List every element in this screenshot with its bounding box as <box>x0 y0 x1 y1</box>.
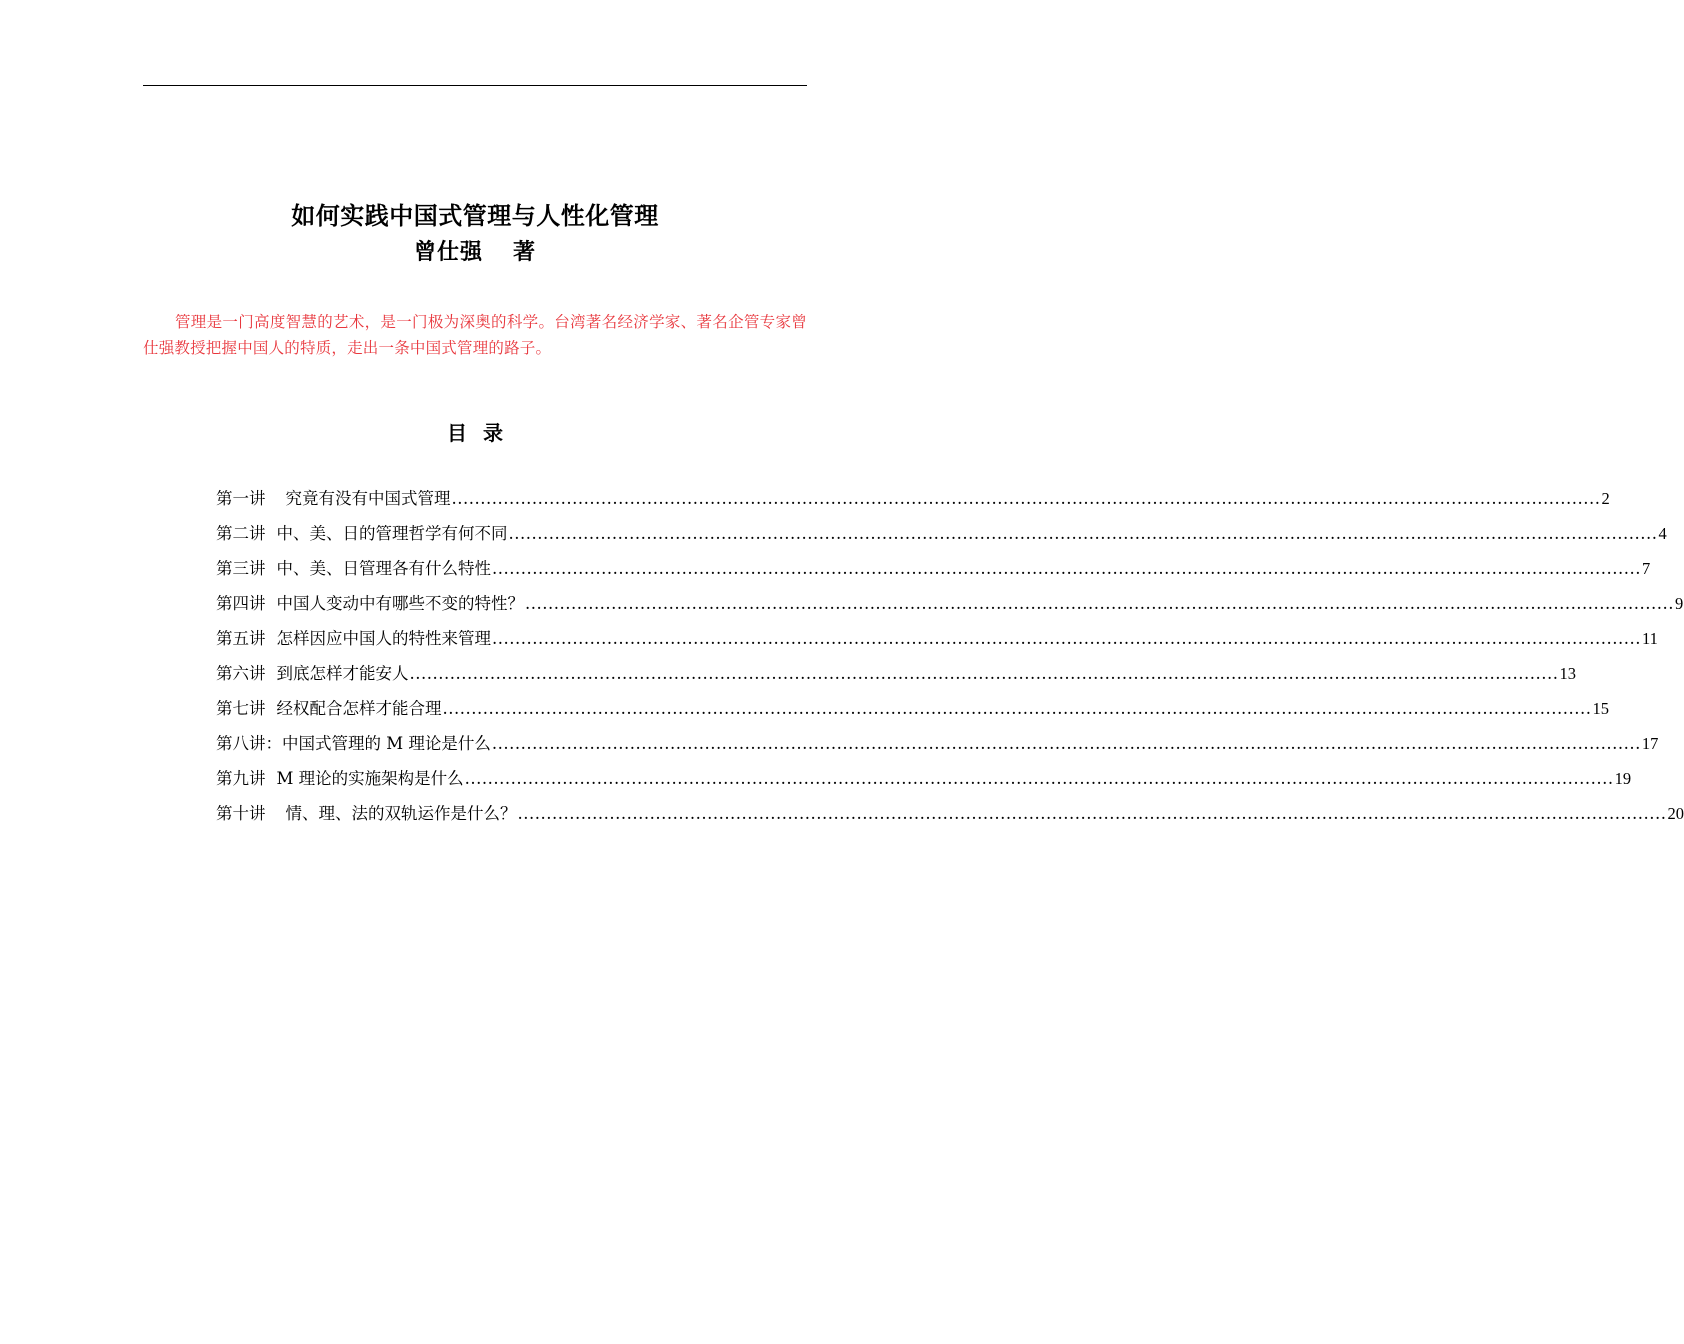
toc-topic: 到底怎样才能安人 <box>276 664 409 683</box>
toc-entry[interactable] <box>216 556 1651 591</box>
toc-topic: 怎样因应中国人的特性来管理 <box>276 629 491 648</box>
document-title: 如何实践中国式管理与人性化管理 <box>291 201 659 230</box>
author-role: 著 <box>513 239 537 265</box>
author-line <box>143 236 807 268</box>
toc-lecture-label: 第六讲 <box>216 664 266 683</box>
toc-topic: 中、美、日的管理哲学有何不同 <box>276 524 508 543</box>
toc-entry[interactable] <box>216 696 1609 731</box>
toc-entry[interactable] <box>216 521 1667 556</box>
toc-topic: 经权配合怎样才能合理 <box>276 699 442 718</box>
toc-topic: 情、理、法的双轨运作是什么？ <box>285 804 517 823</box>
toc-dot-leader: ........................................................................................................................................................................................................ <box>442 699 1592 718</box>
toc-page-number: 20 <box>1667 804 1684 823</box>
toc-lecture-label: 第四讲 <box>216 594 266 613</box>
toc-page-number: 9 <box>1674 594 1684 613</box>
toc-dot-leader: ........................................................................................................................................................................................................ <box>409 664 1559 683</box>
toc-entry[interactable] <box>216 801 1684 836</box>
toc-topic: M 理论的实施架构是什么 <box>276 769 464 788</box>
table-of-contents <box>216 486 1684 836</box>
header-rule <box>143 85 807 86</box>
toc-entry[interactable] <box>216 661 1576 696</box>
toc-dot-leader: ........................................................................................................................................................................................................ <box>491 734 1641 753</box>
toc-lecture-label: 第三讲 <box>216 559 266 578</box>
toc-entry[interactable] <box>216 626 1658 661</box>
toc-page-number: 2 <box>1601 489 1610 508</box>
toc-lecture-label: 第九讲 <box>216 769 266 788</box>
toc-topic: 中国人变动中有哪些不变的特性？ <box>276 594 524 613</box>
toc-dot-leader: ........................................................................................................................................................................................................ <box>492 629 1641 648</box>
toc-page-number: 7 <box>1641 559 1651 578</box>
toc-page-number: 19 <box>1614 769 1632 788</box>
toc-lecture-label: 第八讲： <box>216 734 282 753</box>
toc-entry[interactable] <box>216 591 1684 626</box>
toc-dot-leader: ........................................................................................................................................................................................................ <box>492 559 1641 578</box>
toc-dot-leader: ........................................................................................................................................................................................................ <box>451 489 1601 508</box>
toc-lecture-label: 第二讲 <box>216 524 266 543</box>
toc-dot-leader: ........................................................................................................................................................................................................ <box>508 524 1658 543</box>
toc-page-number: 4 <box>1658 524 1667 543</box>
abstract-paragraph: 管理是一门高度智慧的艺术，是一门极为深奥的科学。台湾著名经济学家、著名企管专家曾仕强教授把握中国人的特质，走出一条中国式管理的路子。 <box>143 312 807 357</box>
toc-topic: 究竟有没有中国式管理 <box>285 489 451 508</box>
author-name: 曾仕强 <box>413 239 483 265</box>
toc-topic: 中国式管理的 M 理论是什么 <box>282 734 491 753</box>
toc-page-number: 13 <box>1559 664 1576 683</box>
toc-entry[interactable] <box>216 766 1632 801</box>
toc-lecture-label: 第五讲 <box>216 629 266 648</box>
toc-lecture-label: 第七讲 <box>216 699 266 718</box>
toc-entry[interactable] <box>216 731 1659 766</box>
toc-dot-leader: ........................................................................................................................................................................................................ <box>464 769 1614 788</box>
toc-dot-leader: ........................................................................................................................................................................................................ <box>525 594 1674 613</box>
toc-lecture-label: 第一讲 <box>216 489 266 508</box>
toc-heading: 目录 <box>447 421 519 445</box>
toc-entry[interactable] <box>216 486 1610 521</box>
toc-lecture-label: 第十讲 <box>216 804 266 823</box>
toc-page-number: 15 <box>1592 699 1609 718</box>
toc-dot-leader: ........................................................................................................................................................................................................ <box>517 804 1667 823</box>
toc-page-number: 11 <box>1641 629 1658 648</box>
toc-topic: 中、美、日管理各有什么特性 <box>276 559 491 578</box>
toc-page-number: 17 <box>1641 734 1659 753</box>
